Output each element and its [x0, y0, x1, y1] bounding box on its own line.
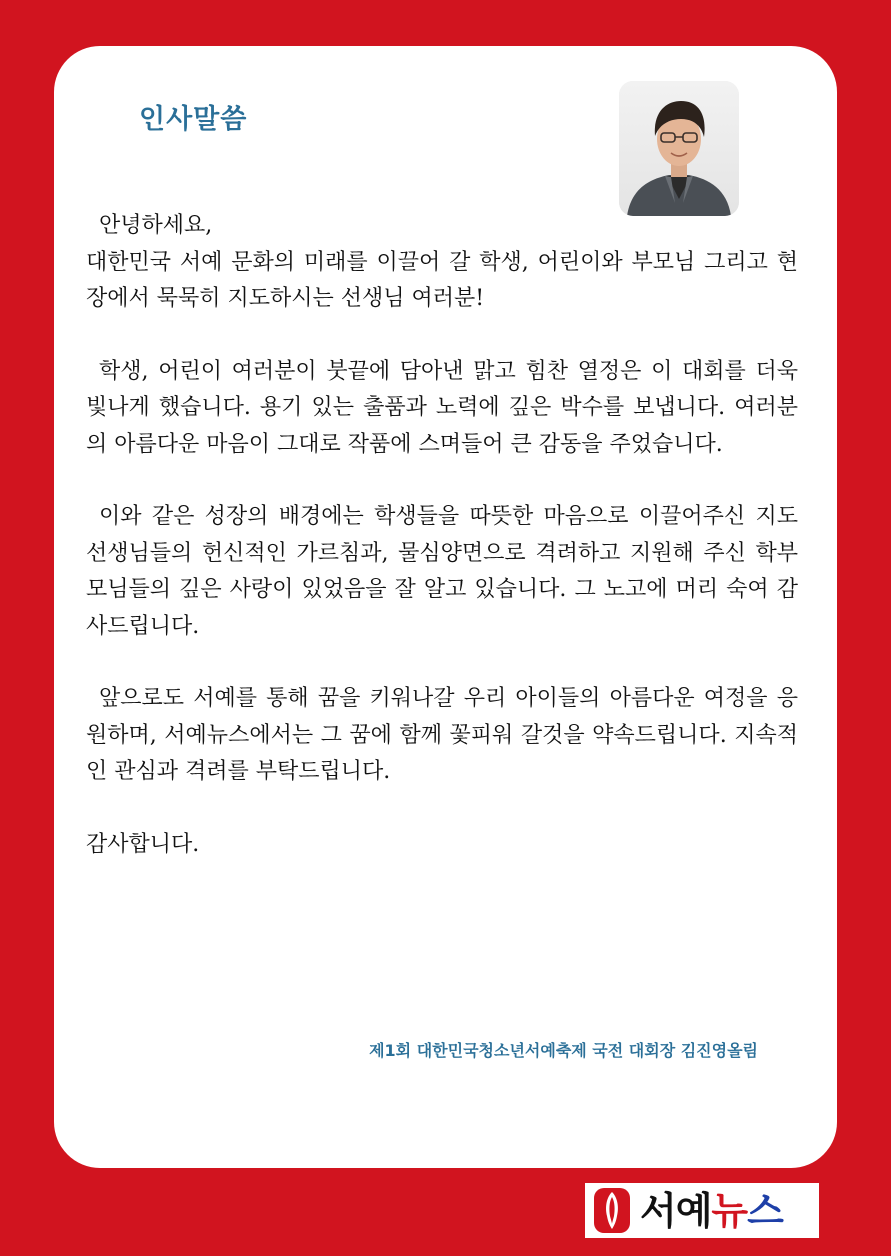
page-title: 인사말씀 [139, 104, 248, 135]
logo-text-part: 서예 [640, 1188, 712, 1233]
logo-text-part: 스 [747, 1188, 783, 1233]
letter-paragraph: 앞으로도 서예를 통해 꿈을 키워나갈 우리 아이들의 아름다운 여정을 응원하며, 서예뉴스에서는 그 꿈에 함께 꽃피워 갈것을 약속드립니다. 지속적인 관심과 격려를 부탁드립니다. [86, 686, 798, 784]
letter-greeting: 안녕하세요, [99, 213, 213, 238]
logo-wordmark [640, 1188, 783, 1233]
letter-paragraph: 이와 같은 성장의 배경에는 학생들을 따뜻한 마음으로 이끌어주신 지도 선생님들의 헌신적인 가르침과, 물심양면으로 격려하고 지원해 주신 학부모님들의 깊은 사랑이 있었음을 잘 알고 있습니다. 그 노고에 머리 숙여 감사드립니다. [86, 504, 798, 639]
letter-paragraph: 학생, 어린이 여러분이 붓끝에 담아낸 맑고 힘찬 열정은 이 대회를 더욱 빛나게 했습니다. 용기 있는 출품과 노력에 깊은 박수를 보냅니다. 여러분의 아름다운 마음이 그대로 작품에 스며들어 큰 감동을 주었습니다. [86, 358, 798, 457]
logo-text-part: 뉴 [711, 1188, 748, 1233]
letter-closing: 감사합니다. [86, 831, 200, 857]
letter-address: 대한민국 서예 문화의 미래를 이끌어 갈 학생, 어린이와 부모님 그리고 현장에서 묵묵히 지도하시는 선생님 여러분! [86, 249, 798, 311]
letter-body [86, 208, 798, 863]
person-portrait-icon [619, 81, 739, 216]
seoye-news-logo [585, 1183, 819, 1238]
signature: 제1회 대한민국청소년서예축제 국전 대회장 김진영올림 [369, 1041, 758, 1060]
portrait-photo [619, 81, 739, 216]
brush-logo-icon [594, 1188, 630, 1233]
